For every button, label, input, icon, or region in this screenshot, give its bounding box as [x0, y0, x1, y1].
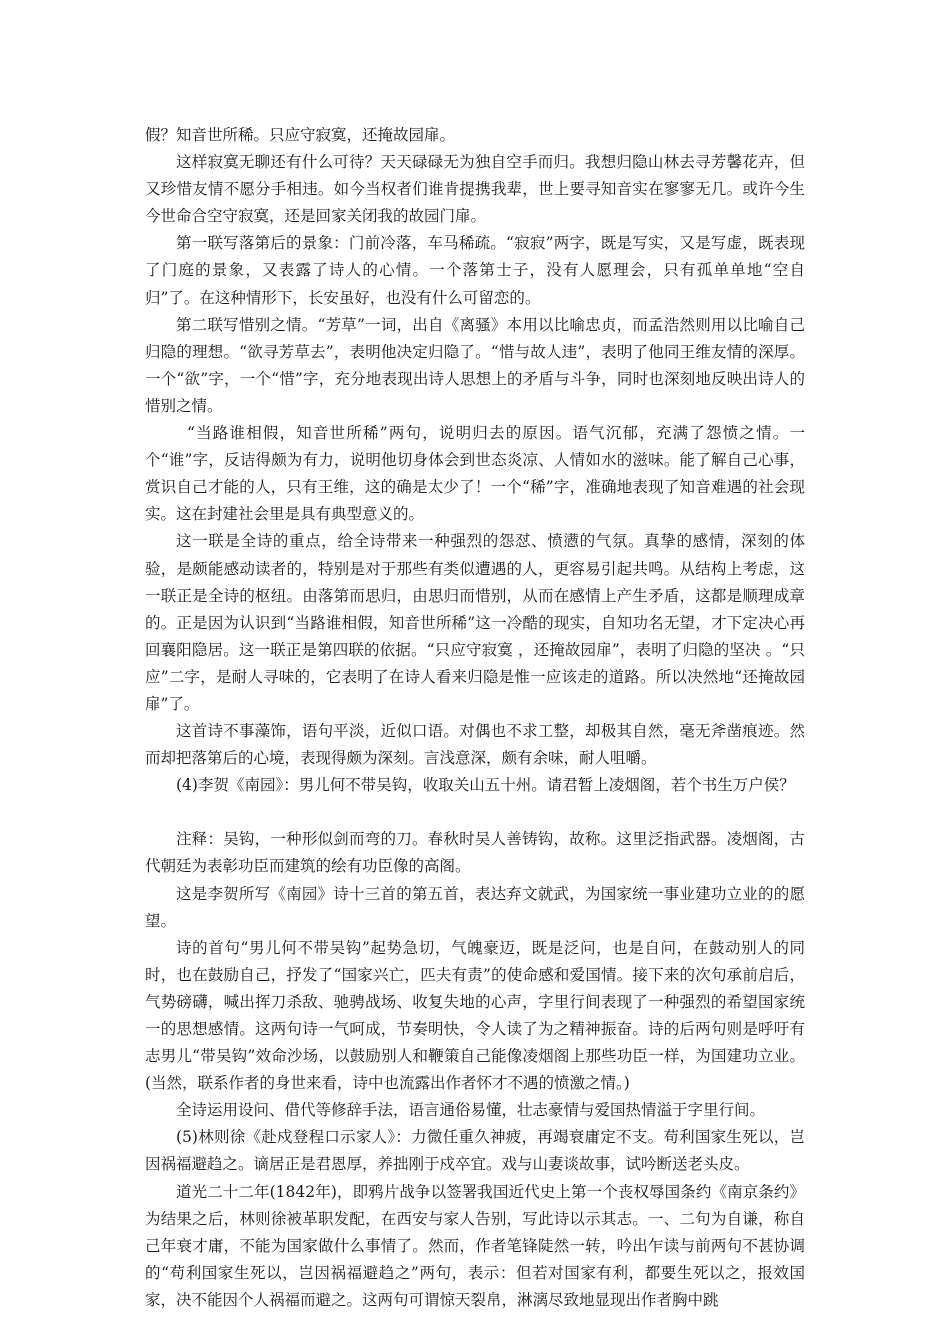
paragraph-1: 假？知音世所稀。只应守寂寞，还掩故园扉。: [145, 126, 456, 144]
paragraph-5: “当路谁相假，知音世所稀”两句，说明归去的原因。语气沉郁，充满了怨愤之情。一个“谁”字，反诘得颇为有力，说明他切身体会到世态炎凉、人情如水的滋味。能了解自己心事，赏识自己才能的人，只有王维，这的确是太少了！一个“稀”字，准确地表现了知音难遇的社会现实。这在封建社会里是具有典型意义的。: [145, 424, 805, 524]
paragraph-11: 全诗运用设问、借代等修辞手法，语言通俗易懂，壮志豪情与爱国热情溢于字里行间。: [176, 1101, 766, 1120]
paragraph-10: 诗的首句“男儿何不带吴钩”起势急切，气魄豪迈，既是泛问，也是自问，在鼓动别人的同时，也在鼓励自己，抒发了“国家兴亡，匹夫有责”的使命感和爱国情。接下来的次句承前启后，气势磅礴，喊出挥刀杀敌、驰骋战场、收复失地的心声，字里行间表现了一种强烈的希望国家统一的思想感情。这两句诗一气呵成，节奏明快，令人读了为之精神振奋。诗的后两句则是呼吁有志男儿“带吴钩”效命沙场，以鼓励别人和鞭策自己能像凌烟阁上那些功臣一样，为国建功立业。(当然，联系作者的身世来看，诗中也流露出作者怀才不遇的愤激之情。): [145, 938, 805, 1093]
paragraph-13: 道光二十二年(1842年)，即鸦片战争以签署我国近代史上第一个丧权辱国条约《南京条约》为结果之后，林则徐被革职发配，在西安与家人告别，写此诗以示其志。一、二句为自谦，称自己年衰才庸，不能为国家做什么事情了。然而，作者笔锋陡然一转，吟出乍读与前两句不甚协调的“苟利国家生死以，岂因祸福避趋之”两句，表示：但若对国家有利，都要生死以之，报效国家，决不能因个人祸福而避之。这两句可谓惊天裂帛，淋漓尽致地显现出作者胸中跳: [145, 1182, 805, 1309]
annotation-paragraph: 注释：吴钩，一种形似剑而弯的刀。春秋时吴人善铸钩，故称。这里泛指武器。凌烟阁，古代朝廷为表彰功臣而建筑的绘有功臣像的高阁。: [145, 830, 805, 876]
paragraph-7: 这首诗不事藻饰，语句平淡，近似口语。对偶也不求工整，却极其自然，毫无斧凿痕迹。然而却把落第后的心境，表现得颇为深刻。言浅意深，颇有余味，耐人咀嚼。: [145, 722, 805, 768]
poem-heading-4: (4)李贺《南园》：男儿何不带吴钩，收取关山五十州。请君暂上凌烟阁，若个书生万户侯？: [176, 776, 795, 795]
paragraph-2: 这样寂寞无聊还有什么可待？天天碌碌无为独自空手而归。我想归隐山林去寻芳馨花卉，但又珍惜友情不愿分手相违。如今当权者们谁肯提携我辈，世上要寻知音实在寥寥无几。或许今生今世命合空守寂寞，还是回家关闭我的故园门扉。: [145, 153, 805, 226]
paragraph-6: 这一联是全诗的重点，给全诗带来一种强烈的怨怼、愤懑的气氛。真挚的感情，深刻的体验，是颇能感动读者的，特别是对于那些有类似遭遇的人，更容易引起共鸣。从结构上考虑，这一联正是全诗的枢纽。由落第而思归，由思归而惜别，从而在感情上产生矛盾，这都是顺理成章的。正是因为认识到“当路谁相假，知音世所稀”这一冷酷的现实，自知功名无望，才下定决心再回襄阳隐居。这一联正是第四联的依据。“只应守寂寞 ，还掩故园扉”，表明了归隐的坚决 。“只应”二字，是耐人寻味的，它表明了在诗人看来归隐是惟一应该走的道路。所以决然地“还掩故园扉”了。: [145, 532, 805, 713]
paragraph-3: 第一联写落第后的景象：门前冷落，车马稀疏。“寂寂”两字，既是写实，又是写虚，既表现了门庭的景象，又表露了诗人的心情。一个落第士子，没有人愿理会，只有孤单单地“空自归”了。在这种情形下，长安虽好，也没有什么可留恋的。: [145, 234, 805, 307]
paragraph-4: 第二联写惜别之情。“芳草”一词，出自《离骚》本用以比喻忠贞，而孟浩然则用以比喻自己归隐的理想。“欲寻芳草去”，表明他决定归隐了。“惜与故人违”，表明了他同王维友情的深厚。一个“欲”字，一个“惜”字，充分地表现出诗人思想上的矛盾与斗争，同时也深刻地反映出诗人的惜别之情。: [145, 315, 805, 415]
document-page: [145, 122, 805, 1314]
blank-line: [145, 799, 805, 826]
paragraph-9: 这是李贺所写《南园》诗十三首的第五首，表达弃文就武，为国家统一事业建功立业的的愿望。: [145, 884, 805, 930]
poem-heading-5: (5)林则徐《赴戍登程口示家人》：力微任重久神疲，再竭衰庸定不支。苟利国家生死以，岂因祸福避趋之。谪居正是君恩厚，养拙刚于戍卒宜。戏与山妻谈故事，试吟断送老头皮。: [145, 1128, 805, 1174]
